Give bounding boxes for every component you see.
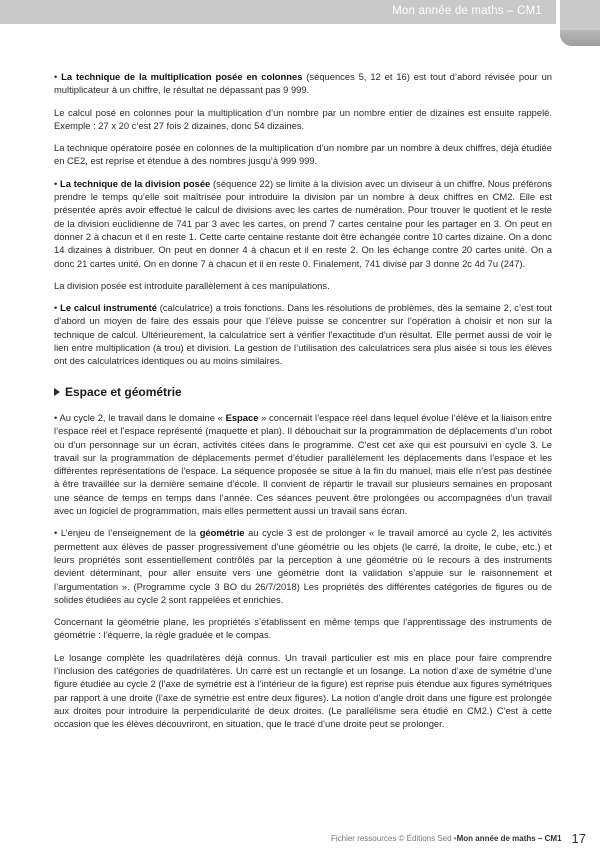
page-number: 17 [571, 831, 586, 846]
paragraph-espace [54, 411, 552, 517]
geometrie-bold: géométrie [199, 527, 245, 539]
division-text: (séquence 22) se limite à la division avec un diviseur à un chiffre. Nous préférons prendre le temps qu’elle soit maîtrisée pour introduire la division par un nombre à deux chiffres en CM2. Elle est présentée après avoir effectué le calcul de divisions avec les cartes de numération. Pour trouver le quotient et le reste de la division euclidienne de 741 par 3 avec les cartes, on prend 7 cartes centaine pour les partager en 3. On peut en donner 2 à chacun et il en reste 1. Cette carte centaine restante doit être échangée contre 10 cartes dizaine. On a donc 14 dizaines à distribuer. On peut en donner 4 à chacun et il en reste 2. On les échange contre 20 cartes unité. On a donc 21 cartes unité. On en donne 7 à chacun et il en reste 0. Finalement, 741 divisé par 3 donne 2c 4d 7u (247). [54, 177, 552, 269]
calcul-instrumente-title: Le calcul instrumenté [60, 302, 157, 314]
paragraph-division-posee: La division posée est introduite parallèlement à ces manipulations. [54, 279, 330, 291]
triangle-right-icon [54, 388, 60, 396]
paragraph-multiplication [54, 70, 552, 97]
paragraph-deux-chiffres: La technique opératoire posée en colonnes de la multiplication d’un nombre par un nombre à deux chiffres, déjà étudiée en CE2, est reprise et étendue à des nombres jusqu’à 999 999. [54, 142, 552, 167]
paragraph-dizaines: Le calcul posé en colonnes pour la multiplication d’un nombre par un nombre entier de dizaines est ensuite rappelé. Exemple : 27 x 20 c’est 27 fois 2 dizaines, donc 54 dizaines. [54, 106, 552, 131]
footer-publisher: Fichier ressources © Éditions Sed • [330, 834, 457, 843]
bullet-icon: • [54, 71, 62, 82]
bullet-icon: • [54, 411, 60, 423]
espace-bold: Espace [225, 411, 259, 423]
paragraph-division [54, 177, 552, 270]
paragraph-calcul-instrumente [54, 301, 552, 367]
multiplication-text: (séquences 5, 12 et 16) est tout d’abord révisée pour un multiplicateur à un chiffre, le résultat ne dépassant pas 9 999. [54, 71, 552, 96]
geometrie-text-a: L’enjeu de l’enseignement de la [60, 527, 200, 539]
multiplication-title: La technique de la multiplication posée en colonnes [61, 71, 303, 82]
bullet-icon: • [54, 527, 61, 539]
header-title: Mon année de maths – CM1 [392, 5, 542, 17]
paragraph-geometrie-plane: Concernant la géométrie plane, les propriétés s’établissent en même temps que l’apprentissage des instruments de géométrie : l’équerre, la règle graduée et le compas. [54, 616, 552, 641]
bullet-icon: • [54, 302, 61, 314]
espace-text-a: Au cycle 2, le travail dans le domaine « [59, 411, 226, 423]
footer [331, 831, 586, 846]
calcul-instrumente-text: (calculatrice) a trois fonctions. Dans les résolutions de problèmes, dès la semaine 2, c’est tout d’abord un moyen de faire des essais pour que l’élève puisse se concentrer sur l’opération à choisir et non sur la technique de calcul. Ultérieurement, la calculatrice sert à vérifier l’exactitude d’un résultat. Elle permet aussi de voir le lien entre multiplication (à trou) et division. La gestion de l’utilisation des calculatrices sera plus aisée si tous les élèves ont des calculatrices identiques ou au moins similaires. [54, 302, 552, 367]
section-heading-label: Espace et géométrie [65, 384, 182, 399]
paragraph-geometrie [54, 526, 552, 606]
bullet-icon: • [54, 177, 61, 189]
corner-fold [560, 30, 600, 46]
espace-text-b: » concernait l’espace réel dans lequel évolue l’élève et la liaison entre l’espace réel et l’espace représenté (maquette et plan). Il débouchait sur la programmation de déplacements d’un robot ou d’un personnage sur un écran, activités citées dans le programme. C’est cet axe qui est poursuivi en cycle 3. Le travail sur la programmation de déplacements permet d’étudier parallèlement les déplacements dans l’espace et les différentes représentations de l’espace. La séquence proposée se situe à la fin du manuel, mais elle n’est pas destinée à être travaillée sur la dernière semaine d’école. Il convient de répartir le travail sur plusieurs semaines en proposant une séance de temps en temps dans l’année. Ces séances peuvent être prolongées ou accompagnées d’un travail avec un logiciel de programmation, mais elles permettent aussi un travail sans écran. [54, 411, 553, 517]
footer-book: Mon année de maths – CM1 [456, 834, 562, 843]
paragraph-losange: Le losange complète les quadrilatères déjà connus. Un travail particulier est mis en place pour faire comprendre l’inclusion des catégories de quadrilatères. Un carré est un rectangle et un losange. La notion d’axe de symétrie d’une figure étudiée au cycle 2 (l’axe de symétrie est à l’intérieur de la figure) est reprise puis étendue aux figures symétriques par rapport à une droite (l’axe de symétrie est entre deux figures). La notion d’angle droit dans une figure est prolongée aux droites pour introduire la perpendicularité de deux droites. (Le parallélisme sera étudié en CM2.) C’est à cette occasion que les élèves découvriront, en situation, que le tracé d’une droite peut se prolonger. [54, 651, 552, 730]
geometrie-text-b: au cycle 3 est de prolonger « le travail amorcé au cycle 2, les activités permettent aux élèves de passer progressivement d’une géométrie ou les objets (le carré, la droite, le cube, etc.) et leurs propriétés sont essentiellement contrôlés par la perception à une géométrie où le recours à des instruments devient déterminant, pour aller ensuite vers une géométrie dont la validation s’appuie sur le raisonnement et l’argumentation ». (Programme cycle 3 BO du 26/7/2018) Les propriétés des différentes catégories de figures ou de solides étudiées au cycle 2 sont rappelées et enrichies. [54, 527, 552, 605]
header-band [0, 0, 556, 24]
division-title: La technique de la division posée [60, 177, 211, 189]
section-heading [54, 386, 552, 399]
main-content [54, 70, 552, 739]
